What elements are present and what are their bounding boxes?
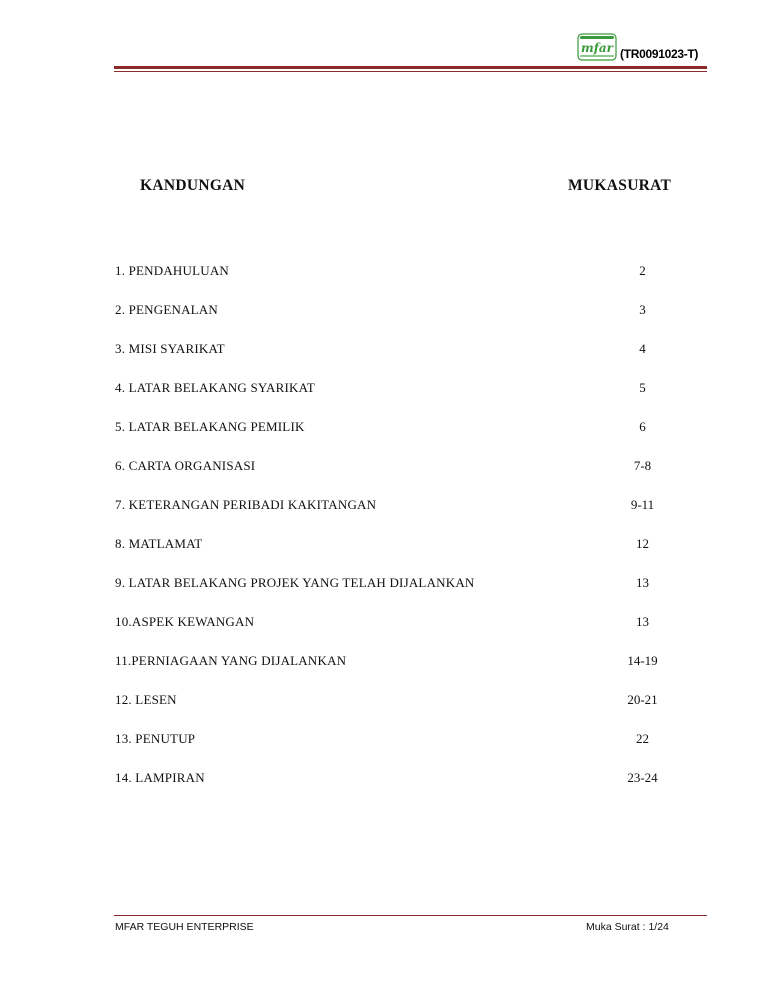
toc-row — [0, 614, 768, 634]
toc-row — [0, 770, 768, 790]
toc-title: 5. LATAR BELAKANG PEMILIK — [115, 419, 305, 434]
toc-page: 14-19 — [627, 653, 658, 668]
contents-heading: KANDUNGAN — [140, 177, 246, 194]
toc-title: 3. MISI SYARIKAT — [115, 341, 225, 356]
toc-row — [0, 692, 768, 712]
footer-divider — [114, 915, 707, 916]
toc-page: 9-11 — [630, 497, 655, 512]
page-number-heading: MUKASURAT — [568, 177, 672, 194]
toc-page: 2 — [639, 263, 646, 278]
toc-row — [0, 302, 768, 322]
toc-title: 4. LATAR BELAKANG SYARIKAT — [115, 380, 315, 395]
toc-page: 4 — [639, 341, 646, 356]
toc-title: 14. LAMPIRAN — [115, 770, 205, 785]
toc-row — [0, 380, 768, 400]
toc-page: 23-24 — [627, 770, 658, 785]
toc-row — [0, 419, 768, 439]
toc-row — [0, 341, 768, 361]
toc-title: 11.PERNIAGAAN YANG DIJALANKAN — [115, 653, 347, 668]
toc-title: 7. KETERANGAN PERIBADI KAKITANGAN — [115, 497, 377, 512]
toc-page: 12 — [636, 536, 649, 551]
toc-page: 20-21 — [627, 692, 658, 707]
toc-row — [0, 497, 768, 517]
toc-page: 7-8 — [633, 458, 652, 473]
toc-title: 9. LATAR BELAKANG PROJEK YANG TELAH DIJALANKAN — [115, 575, 475, 590]
logo-text: mfar — [581, 41, 613, 55]
toc-row — [0, 536, 768, 556]
toc-row — [0, 653, 768, 673]
toc-page: 3 — [639, 302, 646, 317]
toc-title: 10.ASPEK KEWANGAN — [115, 614, 255, 629]
toc-row — [0, 263, 768, 283]
toc-page: 13 — [636, 614, 649, 629]
toc-page: 5 — [639, 380, 646, 395]
toc-title: 12. LESEN — [115, 692, 177, 707]
footer-company-name: MFAR TEGUH ENTERPRISE — [115, 921, 254, 933]
toc-title: 2. PENGENALAN — [115, 302, 218, 317]
toc-title: 6. CARTA ORGANISASI — [115, 458, 256, 473]
registration-number: (TR0091023-T) — [620, 47, 699, 61]
toc-row — [0, 731, 768, 751]
toc-title: 1. PENDAHULUAN — [115, 263, 230, 278]
toc-title: 13. PENUTUP — [115, 731, 196, 746]
toc-row — [0, 458, 768, 478]
footer-page-number: Muka Surat : 1/24 — [586, 921, 669, 933]
toc-page: 22 — [636, 731, 649, 746]
toc-page: 13 — [636, 575, 649, 590]
toc-title: 8. MATLAMAT — [115, 536, 203, 551]
toc-row — [0, 575, 768, 595]
toc-page: 6 — [639, 419, 646, 434]
